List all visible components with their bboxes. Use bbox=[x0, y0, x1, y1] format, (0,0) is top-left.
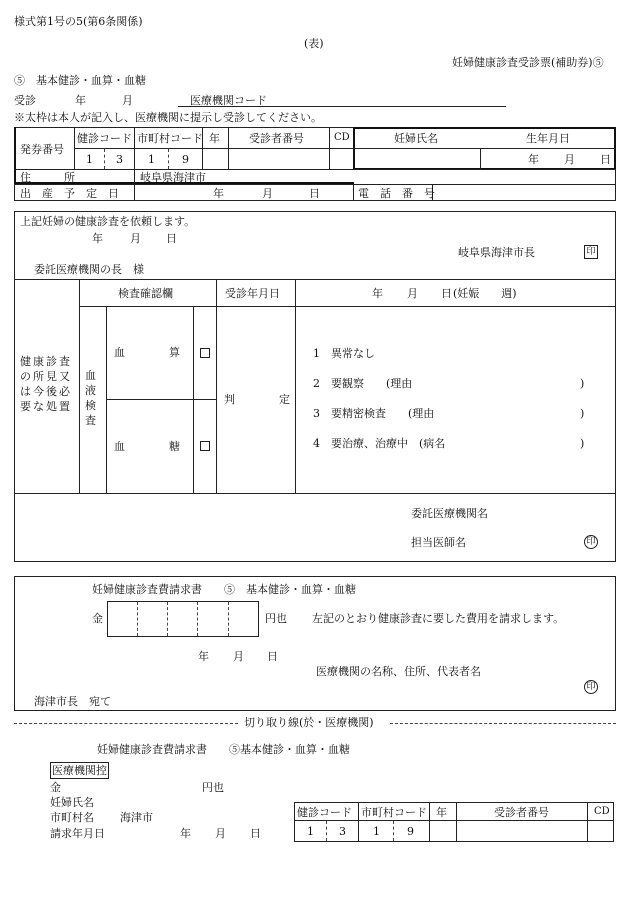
recipient: 委託医療機関の長 様 bbox=[34, 263, 144, 276]
request-text: 上記妊婦の健康診査を依頼します。 bbox=[20, 215, 196, 228]
visit-year: 年 bbox=[75, 94, 86, 107]
mayor-seal-icon: 印 bbox=[584, 245, 598, 259]
stub-city-value: 海津市 bbox=[120, 811, 153, 824]
clinic-code-line[interactable] bbox=[178, 106, 506, 107]
amount-boxes[interactable] bbox=[107, 601, 259, 637]
invoice-statement: 左記のとおり健康診査に要した費用を請求します。 bbox=[312, 612, 565, 625]
exam-code-digit-2: 3 bbox=[116, 153, 123, 166]
option-observe-close: ) bbox=[580, 377, 585, 390]
address-label: 住 所 bbox=[20, 171, 75, 184]
due-year: 年 bbox=[213, 187, 224, 200]
blood-test-label: 血液検査 bbox=[85, 369, 96, 427]
stub-name-label: 妊婦氏名 bbox=[50, 796, 94, 809]
request-day: 日 bbox=[166, 232, 177, 245]
request-month: 月 bbox=[130, 232, 141, 245]
contracted-clinic-label: 委託医療機関名 bbox=[411, 507, 488, 520]
stub-patient-number-label: 受診者番号 bbox=[494, 806, 549, 819]
option-detailed-exam[interactable]: 3 要精密検査 (理由 bbox=[313, 407, 435, 420]
claim-date-label: 請求年月日 bbox=[50, 827, 105, 840]
check-column-header: 検査確認欄 bbox=[118, 287, 173, 300]
issue-number-label: 発券番号 bbox=[20, 143, 64, 156]
exam-code-digit-1: 1 bbox=[86, 153, 93, 166]
claim-day: 日 bbox=[250, 827, 261, 840]
birth-date-label: 生年月日 bbox=[526, 132, 570, 145]
doctor-label: 担当医師名 bbox=[411, 536, 466, 549]
year-col-label: 年 bbox=[209, 132, 220, 145]
form-side: (表) bbox=[304, 37, 324, 50]
stub-amount-label: 金 bbox=[50, 781, 61, 794]
stub-cd-label: CD bbox=[594, 806, 610, 817]
visit-month: 月 bbox=[122, 94, 133, 107]
option-normal[interactable]: 1 異常なし bbox=[313, 347, 375, 360]
clinic-info-label: 医療機関の名称、住所、代表者名 bbox=[316, 665, 481, 678]
birth-year: 年 bbox=[528, 153, 539, 166]
invoice-addressee: 海津市長 宛て bbox=[34, 695, 111, 708]
invoice-title: 妊婦健康診査費請求書 ⑤ 基本健診・血算・血糖 bbox=[92, 583, 356, 596]
claim-year: 年 bbox=[180, 827, 191, 840]
option-observe[interactable]: 2 要観察 (理由 bbox=[313, 377, 413, 390]
city-code-digit-1: 1 bbox=[148, 153, 155, 166]
result-day: 日 bbox=[441, 287, 452, 300]
visit-label: 受診 bbox=[14, 94, 36, 107]
city-code-digit-2: 9 bbox=[182, 153, 189, 166]
blood-sugar-label: 血 糖 bbox=[114, 440, 180, 453]
instruction-note: ※太枠は本人が記入し、医療機関に提示し受診してください。 bbox=[14, 111, 322, 124]
birth-month: 月 bbox=[564, 153, 575, 166]
exam-code-label: 健診コード bbox=[77, 132, 132, 145]
cut-line-label: 切り取り線(於・医療機関) bbox=[244, 716, 374, 729]
invoice-section bbox=[14, 576, 616, 711]
amount-label: 金 bbox=[92, 612, 103, 625]
clinic-seal-icon: 印 bbox=[584, 680, 598, 694]
city-code-label: 市町村コード bbox=[137, 132, 203, 145]
stub-city-code-label: 市町村コード bbox=[361, 806, 427, 819]
patient-number-label: 受診者番号 bbox=[249, 132, 304, 145]
phone-label: 電 話 番 号 bbox=[358, 187, 435, 200]
cut-line-right bbox=[390, 723, 616, 724]
visit-date-header: 受診年月日 bbox=[225, 287, 280, 300]
stub-city-label: 市町村名 bbox=[50, 811, 94, 824]
blood-sugar-checkbox[interactable] bbox=[200, 441, 210, 451]
result-month: 月 bbox=[407, 287, 418, 300]
findings-label: 健康診査の所見又は今後必要な処置 bbox=[20, 355, 72, 413]
judgment-label: 判 定 bbox=[224, 393, 290, 406]
due-date-label: 出 産 予 定 日 bbox=[20, 187, 119, 200]
clinic-code-label: 医療機関コード bbox=[190, 94, 267, 107]
form-number: 様式第1号の5(第6条関係) bbox=[14, 15, 143, 28]
exam-title: ⑤ 基本健診・血算・血糖 bbox=[14, 74, 146, 87]
result-year: 年 bbox=[372, 287, 383, 300]
stub-year-label: 年 bbox=[436, 806, 447, 819]
option-detailed-close: ) bbox=[580, 407, 585, 420]
cut-line-left bbox=[14, 723, 238, 724]
option-treatment[interactable]: 4 要治療、治療中 (病名 bbox=[313, 437, 446, 450]
pregnant-name-label: 妊婦氏名 bbox=[394, 132, 438, 145]
doctor-seal-icon: 印 bbox=[584, 535, 598, 549]
clinic-copy-label: 医療機関控 bbox=[52, 764, 107, 777]
address-value[interactable]: 岐阜県海津市 bbox=[140, 171, 206, 184]
request-year: 年 bbox=[92, 232, 103, 245]
stub-title: 妊婦健康診査費請求書 ⑤基本健診・血算・血糖 bbox=[97, 743, 350, 756]
invoice-month: 月 bbox=[233, 650, 244, 663]
blood-count-checkbox[interactable] bbox=[200, 348, 210, 358]
stub-exam-code-label: 健診コード bbox=[297, 806, 352, 819]
due-day: 日 bbox=[309, 187, 320, 200]
stub-exam-digit-1: 1 bbox=[307, 825, 314, 838]
invoice-year: 年 bbox=[198, 650, 209, 663]
blood-count-label: 血 算 bbox=[114, 346, 180, 359]
stub-yen: 円也 bbox=[202, 781, 224, 794]
claim-month: 月 bbox=[215, 827, 226, 840]
pregnancy-week: (妊娠 週) bbox=[453, 287, 517, 300]
stub-city-digit-2: 9 bbox=[407, 825, 414, 838]
cd-label: CD bbox=[334, 132, 350, 143]
mayor-name: 岐阜県海津市長 bbox=[458, 246, 535, 259]
amount-yen: 円也 bbox=[265, 612, 287, 625]
invoice-day: 日 bbox=[267, 650, 278, 663]
ticket-title: 妊婦健康診査受診票(補助券)⑤ bbox=[452, 56, 604, 69]
option-treatment-close: ) bbox=[580, 437, 585, 450]
due-month: 月 bbox=[262, 187, 273, 200]
birth-day: 日 bbox=[600, 153, 611, 166]
stub-exam-digit-2: 3 bbox=[339, 825, 346, 838]
stub-city-digit-1: 1 bbox=[373, 825, 380, 838]
